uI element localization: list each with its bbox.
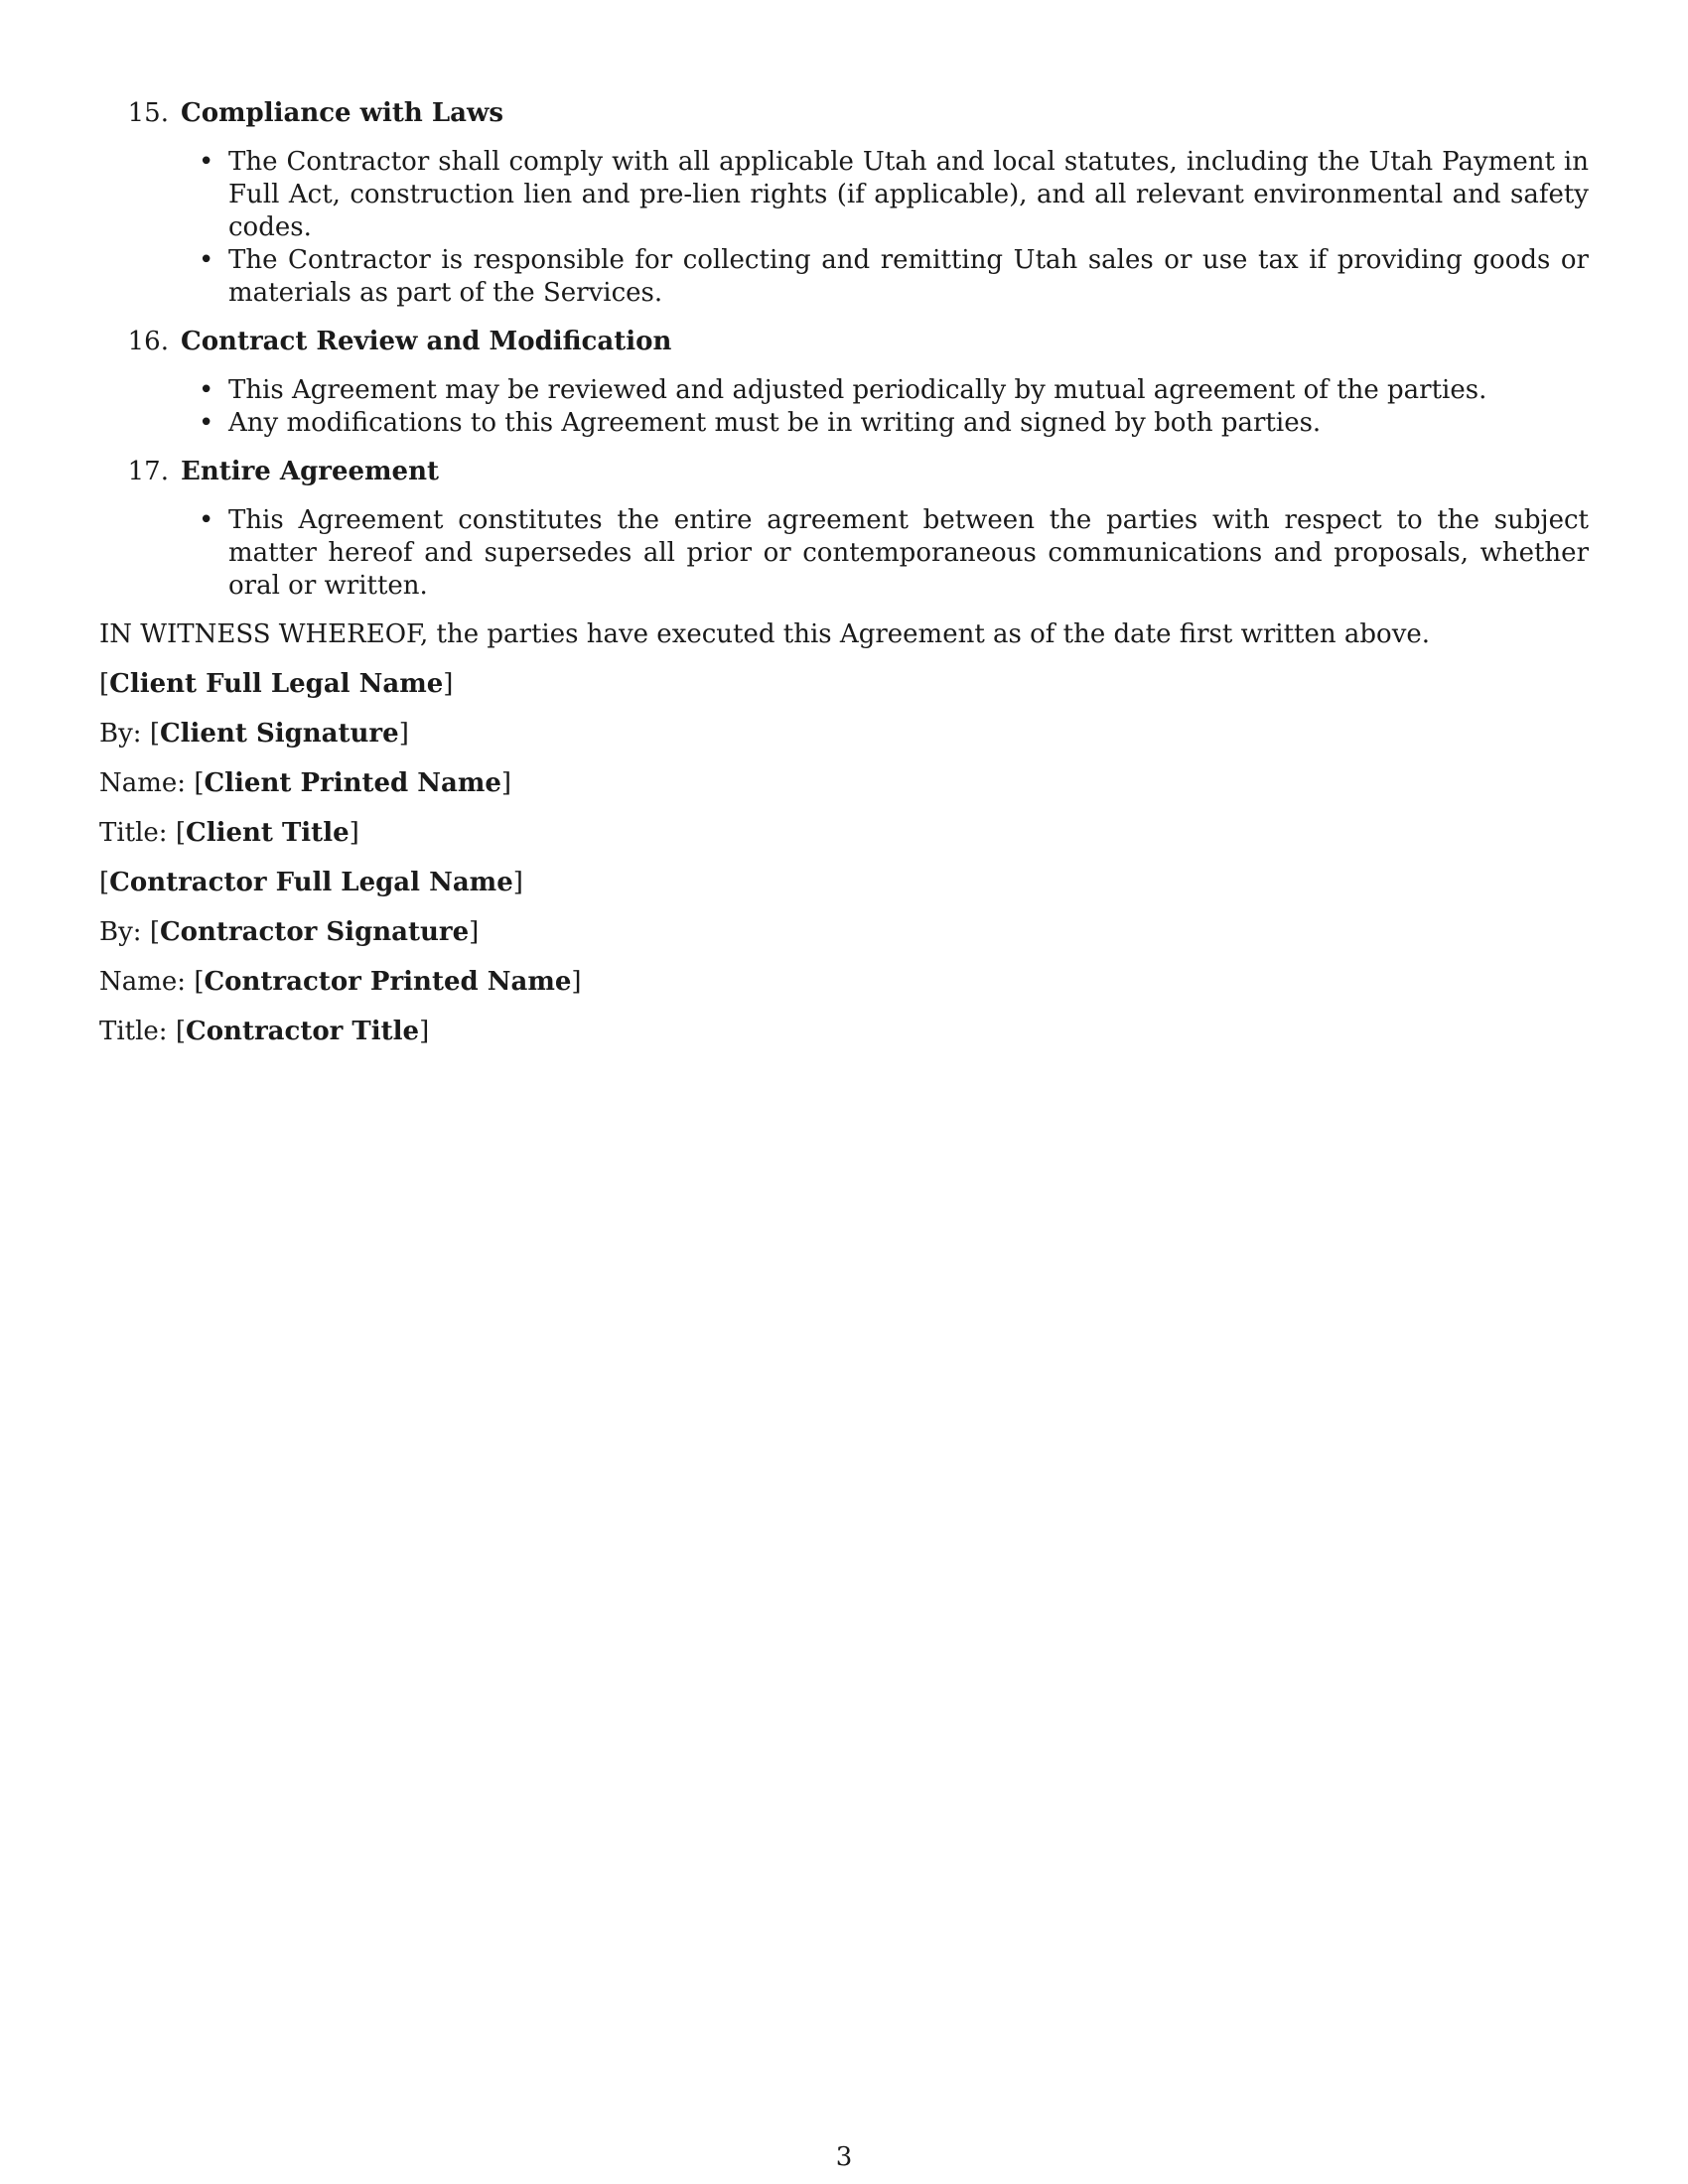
contractor-title-line: Title: [Contractor Title] [99, 1017, 430, 1046]
client-by-line: By: [Client Signature] [99, 719, 409, 749]
section-heading [99, 97, 1589, 130]
bullet-marker: • [199, 505, 214, 535]
bullet-text: This Agreement may be reviewed and adjusted periodically by mutual agreement of the parties. [228, 375, 1487, 405]
section-16 [99, 326, 1589, 440]
bullet-marker: • [199, 408, 214, 438]
section-title: Entire Agreement [181, 457, 439, 486]
client-signature-block [99, 668, 1589, 850]
contractor-name-line: Name: [Contractor Printed Name] [99, 967, 582, 997]
contractor-by-line: By: [Contractor Signature] [99, 917, 480, 947]
title-label: Title: [99, 1017, 168, 1046]
document-page [99, 97, 1589, 1065]
list-item [99, 146, 1589, 244]
client-legal-name: Client Full Legal Name [109, 669, 444, 699]
bullet-list [99, 504, 1589, 603]
client-title-line: Title: [Client Title] [99, 818, 359, 848]
title-label: Title: [99, 818, 168, 848]
section-title: Compliance with Laws [181, 98, 504, 128]
client-name-line: Name: [Client Printed Name] [99, 768, 512, 798]
bullet-list [99, 374, 1589, 440]
section-number: 16. [127, 327, 169, 356]
bullet-text: The Contractor shall comply with all applicable Utah and local statutes, including the Utah Payment in Full Act, construction lien and pre-lien rights (if applicable), and all relevant environmental and safety codes. [228, 147, 1589, 242]
bullet-text: This Agreement constitutes the entire agreement between the parties with respect to the subject matter hereof and supersedes all prior or contemporaneous communications and proposals, whether oral or written. [228, 505, 1589, 601]
section-number: 15. [127, 98, 169, 128]
bullet-marker: • [199, 147, 214, 177]
contractor-printed-name: Contractor Printed Name [204, 967, 572, 997]
section-15 [99, 97, 1589, 310]
bullet-list [99, 146, 1589, 310]
section-17 [99, 456, 1589, 603]
section-number: 17. [127, 457, 169, 486]
bullet-marker: • [199, 245, 214, 275]
bullet-marker: • [199, 375, 214, 405]
section-heading [99, 456, 1589, 488]
bullet-text: Any modifications to this Agreement must be in writing and signed by both parties. [228, 408, 1322, 438]
client-legal-name-line: [Client Full Legal Name] [99, 669, 454, 699]
client-signature: Client Signature [159, 719, 399, 749]
list-item [99, 244, 1589, 310]
section-heading [99, 326, 1589, 358]
name-label: Name: [99, 967, 187, 997]
contractor-title: Contractor Title [186, 1017, 420, 1046]
section-title: Contract Review and Modification [181, 327, 672, 356]
contractor-signature: Contractor Signature [159, 917, 470, 947]
client-title: Client Title [186, 818, 350, 848]
client-printed-name: Client Printed Name [204, 768, 501, 798]
page-number: 3 [835, 2142, 853, 2172]
contractor-legal-name: Contractor Full Legal Name [109, 868, 513, 897]
name-label: Name: [99, 768, 187, 798]
witness-clause: IN WITNESS WHEREOF, the parties have executed this Agreement as of the date first written above. [99, 619, 1431, 649]
list-item [99, 374, 1589, 407]
contractor-signature-block [99, 867, 1589, 1048]
bullet-text: The Contractor is responsible for collecting and remitting Utah sales or use tax if providing goods or materials as part of the Services. [228, 245, 1589, 308]
by-label: By: [99, 719, 142, 749]
list-item [99, 407, 1589, 440]
contractor-legal-name-line: [Contractor Full Legal Name] [99, 868, 523, 897]
list-item [99, 504, 1589, 603]
by-label: By: [99, 917, 142, 947]
